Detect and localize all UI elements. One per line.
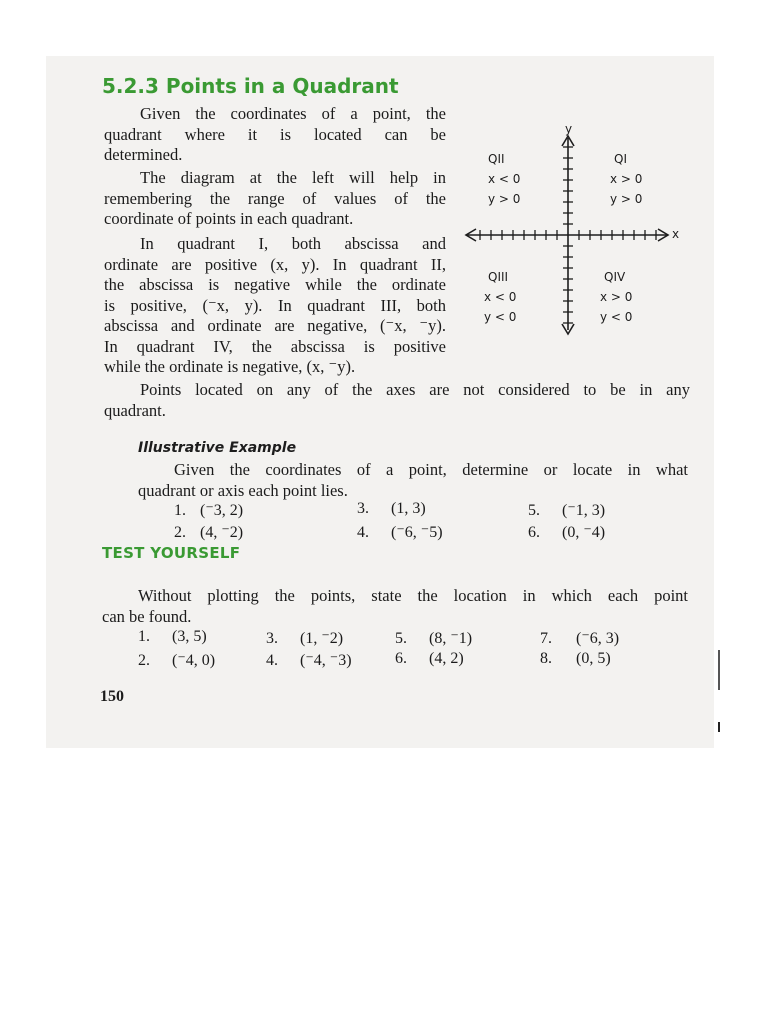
intro-line: quadrant where it is located can be: [104, 124, 446, 144]
page-number: 150: [100, 688, 124, 705]
test-item: [138, 628, 207, 646]
test-item-point: (⁻6, 3): [576, 630, 620, 647]
test-yourself-instruction: [102, 586, 688, 627]
example-instruction: [138, 460, 688, 501]
quadrant-ii-x-condition: x < 0: [488, 172, 521, 186]
scan-edge-mark: [718, 650, 720, 690]
quadrant-iii-x-condition: x < 0: [484, 290, 517, 304]
example-item: [357, 522, 443, 542]
test-item-number: 2.: [138, 652, 150, 669]
intro-paragraph: [104, 104, 446, 166]
example-instruction-line: Given the coordinates of a point, determine or locate in what: [174, 460, 688, 479]
example-item-point: (1, 3): [391, 500, 426, 517]
example-instruction-line: quadrant or axis each point lies.: [138, 480, 348, 500]
intro-line: Given the coordinates of a point, the: [140, 104, 446, 123]
quadrant-paragraph-line: is positive, (⁻x, y). In quadrant III, both: [104, 295, 446, 315]
example-item-point: (⁻3, 2): [200, 502, 244, 519]
test-item-number: 5.: [395, 630, 407, 647]
example-item-number: 4.: [357, 524, 369, 541]
example-item-point: (4, ⁻2): [200, 524, 244, 541]
test-yourself-instruction-line: can be found.: [102, 606, 192, 626]
test-item-point: (⁻4, 0): [172, 652, 216, 669]
test-item: [138, 650, 215, 670]
quadrant-paragraph: [104, 234, 446, 378]
quadrant-ii-name: QII: [488, 152, 505, 166]
example-item: [357, 500, 426, 518]
y-axis-label: y: [565, 122, 573, 136]
test-item-number: 8.: [540, 650, 552, 667]
quadrant-iv-x-condition: x > 0: [600, 290, 633, 304]
diagram-paragraph-line: coordinate of points in each quadrant.: [104, 209, 354, 228]
axes-paragraph-line: Points located on any of the axes are not considered to be in any: [140, 380, 690, 399]
test-yourself-instruction-line: Without plotting the points, state the location in which each point: [138, 586, 688, 605]
quadrant-paragraph-line: In quadrant I, both abscissa and: [140, 234, 446, 253]
quadrant-iii-name: QIII: [488, 270, 509, 284]
test-item-point: (4, 2): [429, 650, 464, 667]
quadrant-diagram: [458, 118, 694, 350]
example-item-point: (⁻1, 3): [562, 502, 606, 519]
diagram-paragraph-line: The diagram at the left will help in: [140, 168, 446, 187]
example-item-point: (⁻6, ⁻5): [391, 524, 443, 541]
test-item: [395, 650, 464, 668]
quadrant-i-name: QI: [614, 152, 627, 166]
example-item-point: (0, ⁻4): [562, 524, 606, 541]
quadrant-iv-name: QIV: [604, 270, 626, 284]
quadrant-paragraph-line: while the ordinate is negative, (x, ⁻y).: [104, 357, 356, 376]
test-item-point: (3, 5): [172, 628, 207, 645]
example-item: [174, 500, 243, 520]
quadrant-iii-y-condition: y < 0: [484, 310, 517, 324]
diagram-paragraph-line: remembering the range of values of the: [104, 188, 446, 208]
test-item-number: 4.: [266, 652, 278, 669]
test-item: [395, 628, 472, 648]
quadrant-ii-y-condition: y > 0: [488, 192, 521, 206]
example-item-number: 3.: [357, 500, 369, 517]
example-item: [528, 500, 605, 520]
axes-paragraph-line: quadrant.: [104, 400, 166, 420]
quadrant-paragraph-line: the abscissa is negative while the ordinate: [104, 275, 446, 294]
test-item: [540, 650, 611, 668]
x-axis-label: x: [672, 227, 680, 241]
quadrant-i-x-condition: x > 0: [610, 172, 643, 186]
test-item-number: 1.: [138, 628, 150, 645]
test-item: [540, 628, 619, 648]
intro-line: determined.: [104, 145, 183, 164]
test-item-point: (0, 5): [576, 650, 611, 667]
test-yourself-title: TEST YOURSELF: [102, 544, 241, 562]
test-item-number: 3.: [266, 630, 278, 647]
test-item: [266, 628, 343, 648]
section-title: 5.2.3 Points in a Quadrant: [102, 74, 399, 98]
example-item: [528, 522, 605, 542]
example-item-number: 2.: [174, 524, 186, 541]
test-item-number: 7.: [540, 630, 552, 647]
example-item-number: 1.: [174, 502, 186, 519]
diagram-paragraph: [104, 168, 446, 230]
example-item-number: 6.: [528, 524, 540, 541]
quadrant-paragraph-line: In quadrant IV, the abscissa is positive: [104, 336, 446, 356]
example-title: Illustrative Example: [138, 440, 297, 456]
test-item-point: (1, ⁻2): [300, 630, 344, 647]
test-item-point: (8, ⁻1): [429, 630, 473, 647]
quadrant-i-y-condition: y > 0: [610, 192, 643, 206]
quadrant-paragraph-line: ordinate are positive (x, y). In quadrant II,: [104, 254, 446, 274]
test-item-number: 6.: [395, 650, 407, 667]
example-item: [174, 522, 243, 542]
example-item-number: 5.: [528, 502, 540, 519]
quadrant-paragraph-line: abscissa and ordinate are negative, (⁻x, ⁻y).: [104, 316, 446, 335]
axes-paragraph: [104, 380, 690, 421]
test-item-point: (⁻4, ⁻3): [300, 652, 352, 669]
quadrant-iv-y-condition: y < 0: [600, 310, 633, 324]
scan-edge-mark: [718, 722, 720, 732]
test-item: [266, 650, 352, 670]
